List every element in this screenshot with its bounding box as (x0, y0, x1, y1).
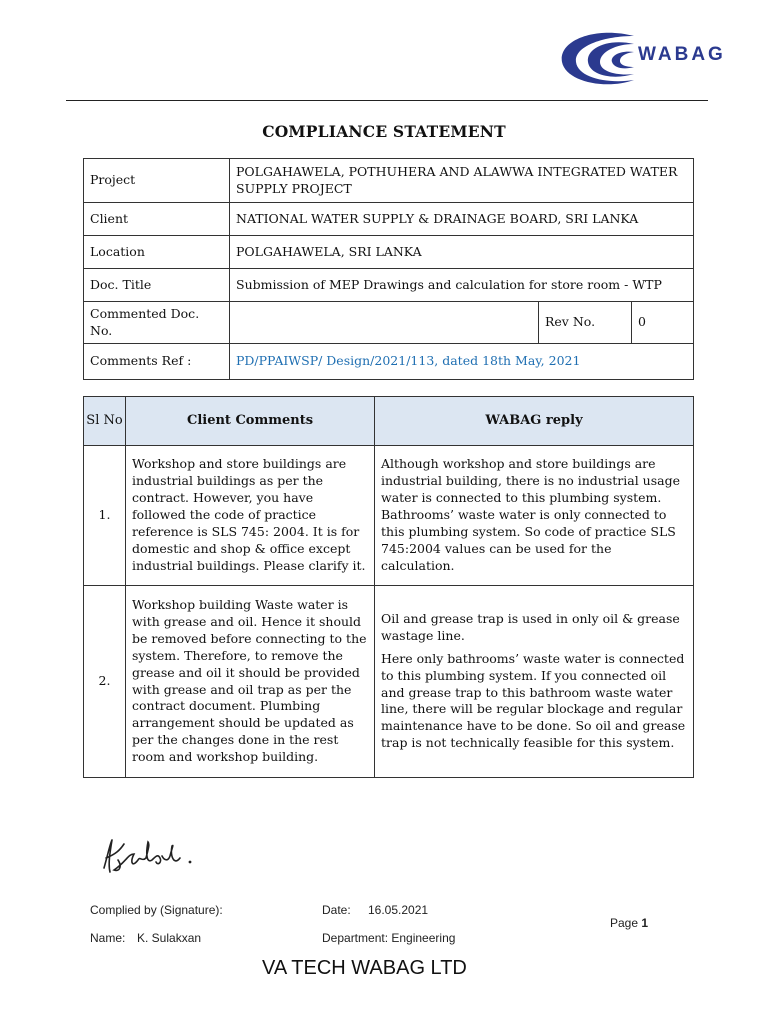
commented-doc-label: Commented Doc. No. (84, 302, 230, 344)
doc-title-value: Submission of MEP Drawings and calculation for store room - WTP (230, 269, 694, 302)
client-value: NATIONAL WATER SUPPLY & DRAINAGE BOARD, SRI LANKA (230, 203, 694, 236)
reply-paragraph: Here only bathrooms’ waste water is connected to this plumbing system. If you connected oil and grease trap to this bathroom waste water line, there will be regular blockage and regular maintenance have to be done. So oil and grease trap is not technically feasible for this system. (381, 650, 686, 751)
row-client-comment: Workshop and store buildings are industrial buildings as per the contract. However, you have followed the code of practice reference is SLS 745: 2004. It is for domestic and shop & office except industrial buildings. Please clarify it. (126, 446, 375, 586)
department-label: Department: Engineering (322, 931, 456, 945)
row-client-comment: Workshop building Waste water is with grease and oil. Hence it should be removed before connecting to the system. Therefore, to remove the grease and oil it should be provided with grease and oil trap as per the contract document. Plumbing arrangement should be updated as per the changes done in the rest room and workshop building. (126, 586, 375, 778)
location-value: POLGAHAWELA, SRI LANKA (230, 236, 694, 269)
rev-no-label: Rev No. (539, 302, 632, 344)
comments-table-header (84, 397, 694, 446)
signature-image (98, 832, 208, 882)
complied-by-label: Complied by (Signature): (90, 903, 223, 917)
project-label: Project (84, 159, 230, 203)
reply-paragraph: Oil and grease trap is used in only oil & grease wastage line. (381, 611, 680, 643)
doc-title-label: Doc. Title (84, 269, 230, 302)
page-label: Page (610, 916, 639, 930)
header-wabag-reply: WABAG reply (375, 397, 694, 446)
date-label: Date: (322, 903, 351, 917)
company-name: VA TECH WABAG LTD (262, 957, 467, 979)
logo-wordmark: WABAG (638, 44, 726, 65)
name-value: K. Sulakxan (137, 931, 202, 945)
commented-doc-value (230, 302, 539, 344)
table-row (84, 446, 694, 586)
logo-swoosh-icon (556, 30, 636, 90)
table-row (84, 586, 694, 778)
row-wabag-reply (375, 446, 694, 586)
document-heading: COMPLIANCE STATEMENT (262, 122, 506, 141)
info-row-client (84, 203, 694, 236)
info-row-location (84, 236, 694, 269)
row-sl-no: 2. (84, 586, 126, 778)
location-label: Location (84, 236, 230, 269)
company-logo (556, 30, 726, 90)
header-client-comments: Client Comments (126, 397, 375, 446)
comments-ref-value: PD/PPAIWSP/ Design/2021/113, dated 18th May, 2021 (230, 344, 694, 380)
rev-no-value: 0 (632, 302, 694, 344)
row-sl-no: 1. (84, 446, 126, 586)
page-indicator (610, 916, 648, 930)
info-row-project (84, 159, 694, 203)
info-row-comments-ref (84, 344, 694, 380)
page-number: 1 (641, 916, 649, 930)
client-label: Client (84, 203, 230, 236)
info-row-commented-doc (84, 302, 694, 344)
date-value: 16.05.2021 (368, 903, 429, 917)
header-sl-no: Sl No (84, 397, 126, 446)
header-divider (66, 100, 708, 101)
name-label: Name: (90, 931, 126, 945)
info-row-doc-title (84, 269, 694, 302)
project-info-table (83, 158, 694, 380)
project-value: POLGAHAWELA, POTHUHERA AND ALAWWA INTEGRATED WATER SUPPLY PROJECT (230, 159, 694, 203)
comments-ref-label: Comments Ref : (84, 344, 230, 380)
row-wabag-reply (375, 586, 694, 778)
comments-table (83, 396, 694, 778)
reply-paragraph: Although workshop and store buildings are industrial building, there is no industrial usage water is connected to this plumbing system. Bathrooms’ waste water is only connected to this plumbing system. So code of practice SLS 745:2004 values can be used for the calculation. (381, 456, 680, 573)
